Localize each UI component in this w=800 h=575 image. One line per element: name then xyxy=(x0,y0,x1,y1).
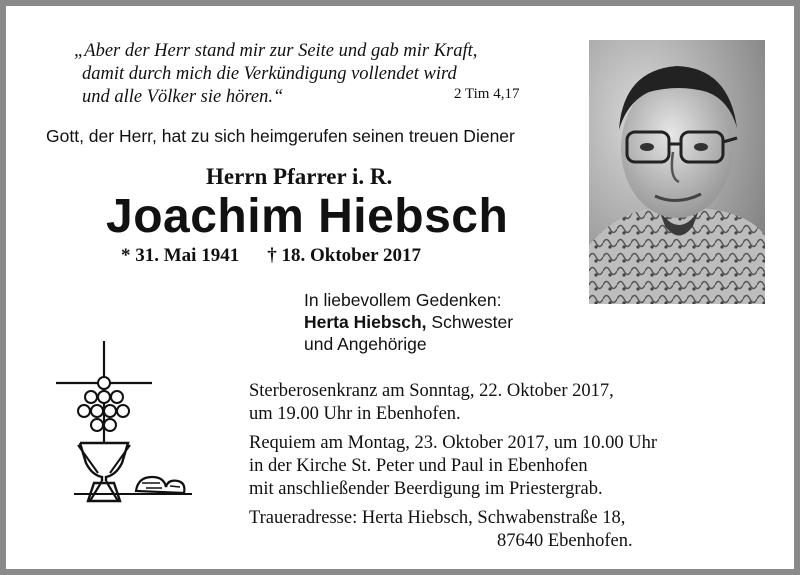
address-line-1: Traueradresse: Herta Hiebsch, Schwabenstraße 18, xyxy=(249,508,626,528)
honorific: Herrn Pfarrer i. R. xyxy=(206,164,393,189)
life-dates xyxy=(121,245,421,267)
portrait-photo xyxy=(589,40,765,304)
rosary-line-1: Sterberosenkranz am Sonntag, 22. Oktober 2017, xyxy=(249,381,614,401)
service-details xyxy=(249,380,657,559)
intro-text: Gott, der Herr, hat zu sich heimgerufen seinen treuen Diener xyxy=(46,126,515,146)
quote-line-1: „Aber der Herr stand mir zur Seite und gab mir Kraft, xyxy=(74,41,478,61)
portrait-image xyxy=(589,40,765,304)
requiem-block xyxy=(249,432,657,501)
address-block xyxy=(249,507,657,553)
quote-line-2: damit durch mich die Verkündigung vollendet wird xyxy=(82,64,457,84)
mourners-others: und Angehörige xyxy=(304,334,427,354)
mourner-name: Herta Hiebsch, xyxy=(304,312,427,332)
mourners-block xyxy=(304,289,513,355)
birth-date: * 31. Mai 1941 xyxy=(121,245,240,266)
mourners-intro: In liebevollem Gedenken: xyxy=(304,290,502,310)
address-line-2: 87640 Ebenhofen. xyxy=(497,531,633,551)
mourner-relation: Schwester xyxy=(426,312,514,332)
mourners-main xyxy=(304,311,513,333)
rosary-line-2: um 19.00 Uhr in Ebenhofen. xyxy=(249,404,461,424)
quote-reference: 2 Tim 4,17 xyxy=(454,86,520,102)
requiem-line-3: mit anschließender Beerdigung im Priestergrab. xyxy=(249,479,603,499)
requiem-line-2: in der Kirche St. Peter und Paul in Ebenhofen xyxy=(249,456,588,476)
requiem-line-1: Requiem am Montag, 23. Oktober 2017, um 10.00 Uhr xyxy=(249,433,657,453)
death-date: † 18. Oktober 2017 xyxy=(267,245,421,266)
rosary-block xyxy=(249,380,657,426)
quote-line-3: und alle Völker sie hören.“ xyxy=(82,87,284,107)
deceased-name: Joachim Hiebsch xyxy=(106,190,509,243)
chalice-cross-icon xyxy=(54,341,194,506)
